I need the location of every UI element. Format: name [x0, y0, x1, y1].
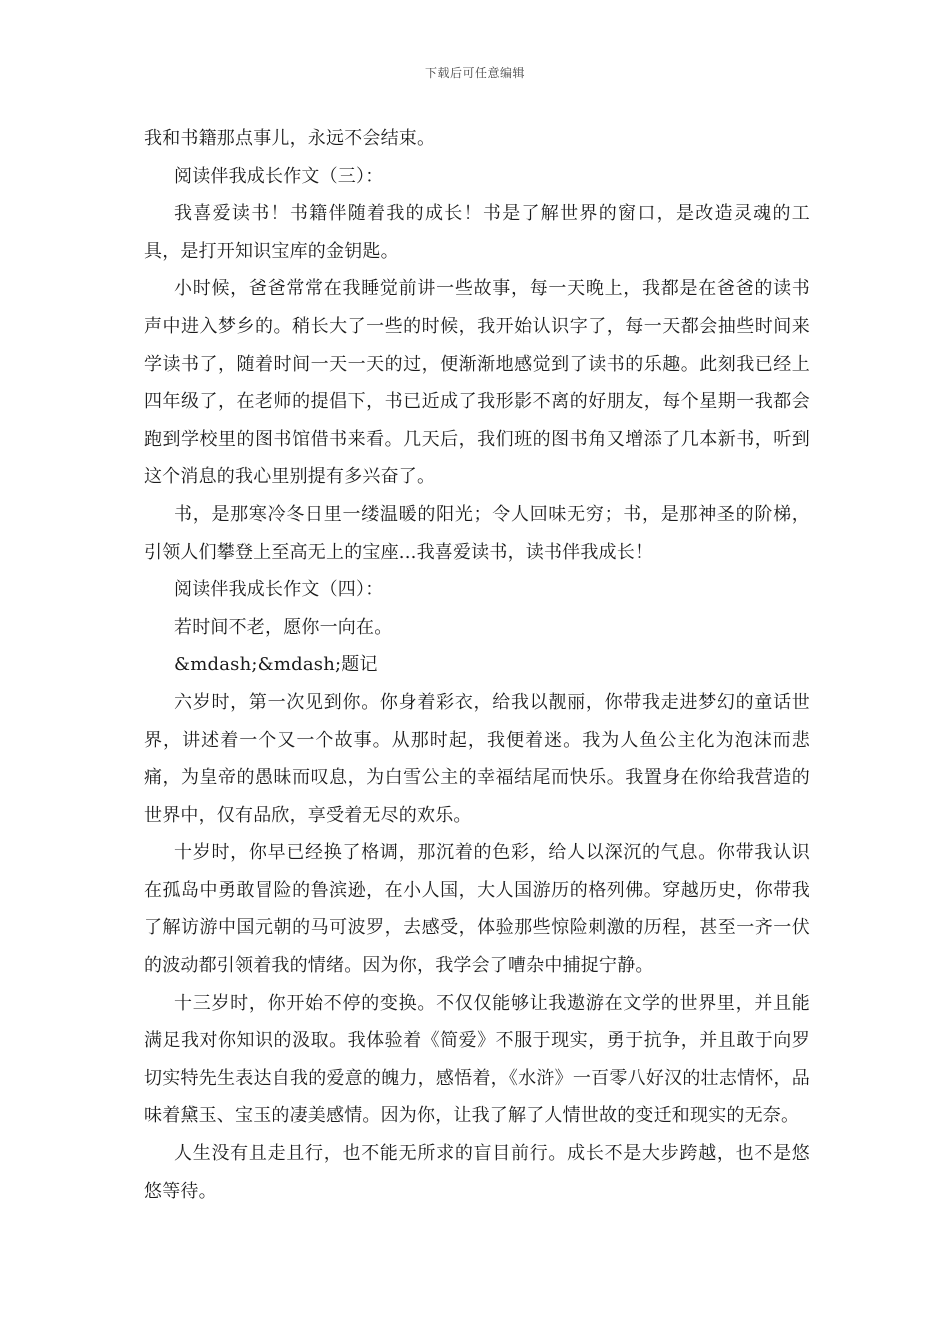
paragraph: 十岁时，你早已经换了格调，那沉着的色彩，给人以深沉的气息。你带我认识在孤岛中勇敢冒险的鲁滨逊，在小人国，大人国游历的格列佛。穿越历史，你带我了解访游中国元朝的马可波罗，去感受，体验那些惊险刺激的历程，甚至一齐一伏的波动都引领着我的情绪。因为你，我学会了嘈杂中捕捉宁静。: [144, 842, 810, 977]
section-heading-four: 阅读伴我成长作文（四）：: [174, 579, 384, 601]
page-header: 下载后可任意编辑: [424, 66, 525, 80]
paragraph: 人生没有且走且行，也不能无所求的盲目前行。成长不是大步跨越，也不是悠悠等待。: [144, 1143, 810, 1202]
document-body: [144, 120, 810, 1210]
paragraph: 六岁时，第一次见到你。你身着彩衣，给我以靓丽，你带我走进梦幻的童话世界，讲述着一个又一个故事。从那时起，我便着迷。我为人鱼公主化为泡沫而悲痛，为皇帝的愚昧而叹息，为白雪公主的幸福结尾而快乐。我置身在你给我营造的世界中，仅有品欣，享受着无尽的欢乐。: [144, 691, 810, 826]
paragraph: 我喜爱读书！书籍伴随着我的成长！书是了解世界的窗口，是改造灵魂的工具，是打开知识宝库的金钥匙。: [144, 203, 810, 262]
paragraph-closing-line: 我和书籍那点事儿，永远不会结束。: [144, 128, 436, 149]
epigraph: 若时间不老，愿你一向在。: [174, 616, 393, 638]
paragraph: 十三岁时，你开始不停的变换。不仅仅能够让我遨游在文学的世界里，并且能满足我对你知识的汲取。我体验着《简爱》不服于现实，勇于抗争，并且敢于向罗切实特先生表达自我的爱意的魄力，感悟着，《水浒》一百零八好汉的壮志情怀，品味着黛玉、宝玉的凄美感情。因为你，让我了解了人情世故的变迁和现实的无奈。: [144, 992, 810, 1127]
paragraph: 书，是那寒冷冬日里一缕温暖的阳光；令人回味无穷；书，是那神圣的阶梯，引领人们攀登上至高无上的宝座...我喜爱读书，读书伴我成长！: [144, 503, 810, 563]
section-heading-three: 阅读伴我成长作文（三）：: [174, 165, 384, 187]
epigraph-attribution: &mdash;&mdash;题记: [174, 654, 378, 676]
paragraph: 小时候，爸爸常常在我睡觉前讲一些故事，每一天晚上，我都是在爸爸的读书声中进入梦乡的。稍长大了一些的时候，我开始认识字了，每一天都会抽些时间来学读书了，随着时间一天一天的过，便渐渐地感觉到了读书的乐趣。此刻我已经上四年级了，在老师的提倡下，书已近成了我形影不离的好朋友，每个星期一我都会跑到学校里的图书馆借书来看。几天后，我们班的图书角又增添了几本新书，听到这个消息的我心里别提有多兴奋了。: [144, 278, 810, 488]
